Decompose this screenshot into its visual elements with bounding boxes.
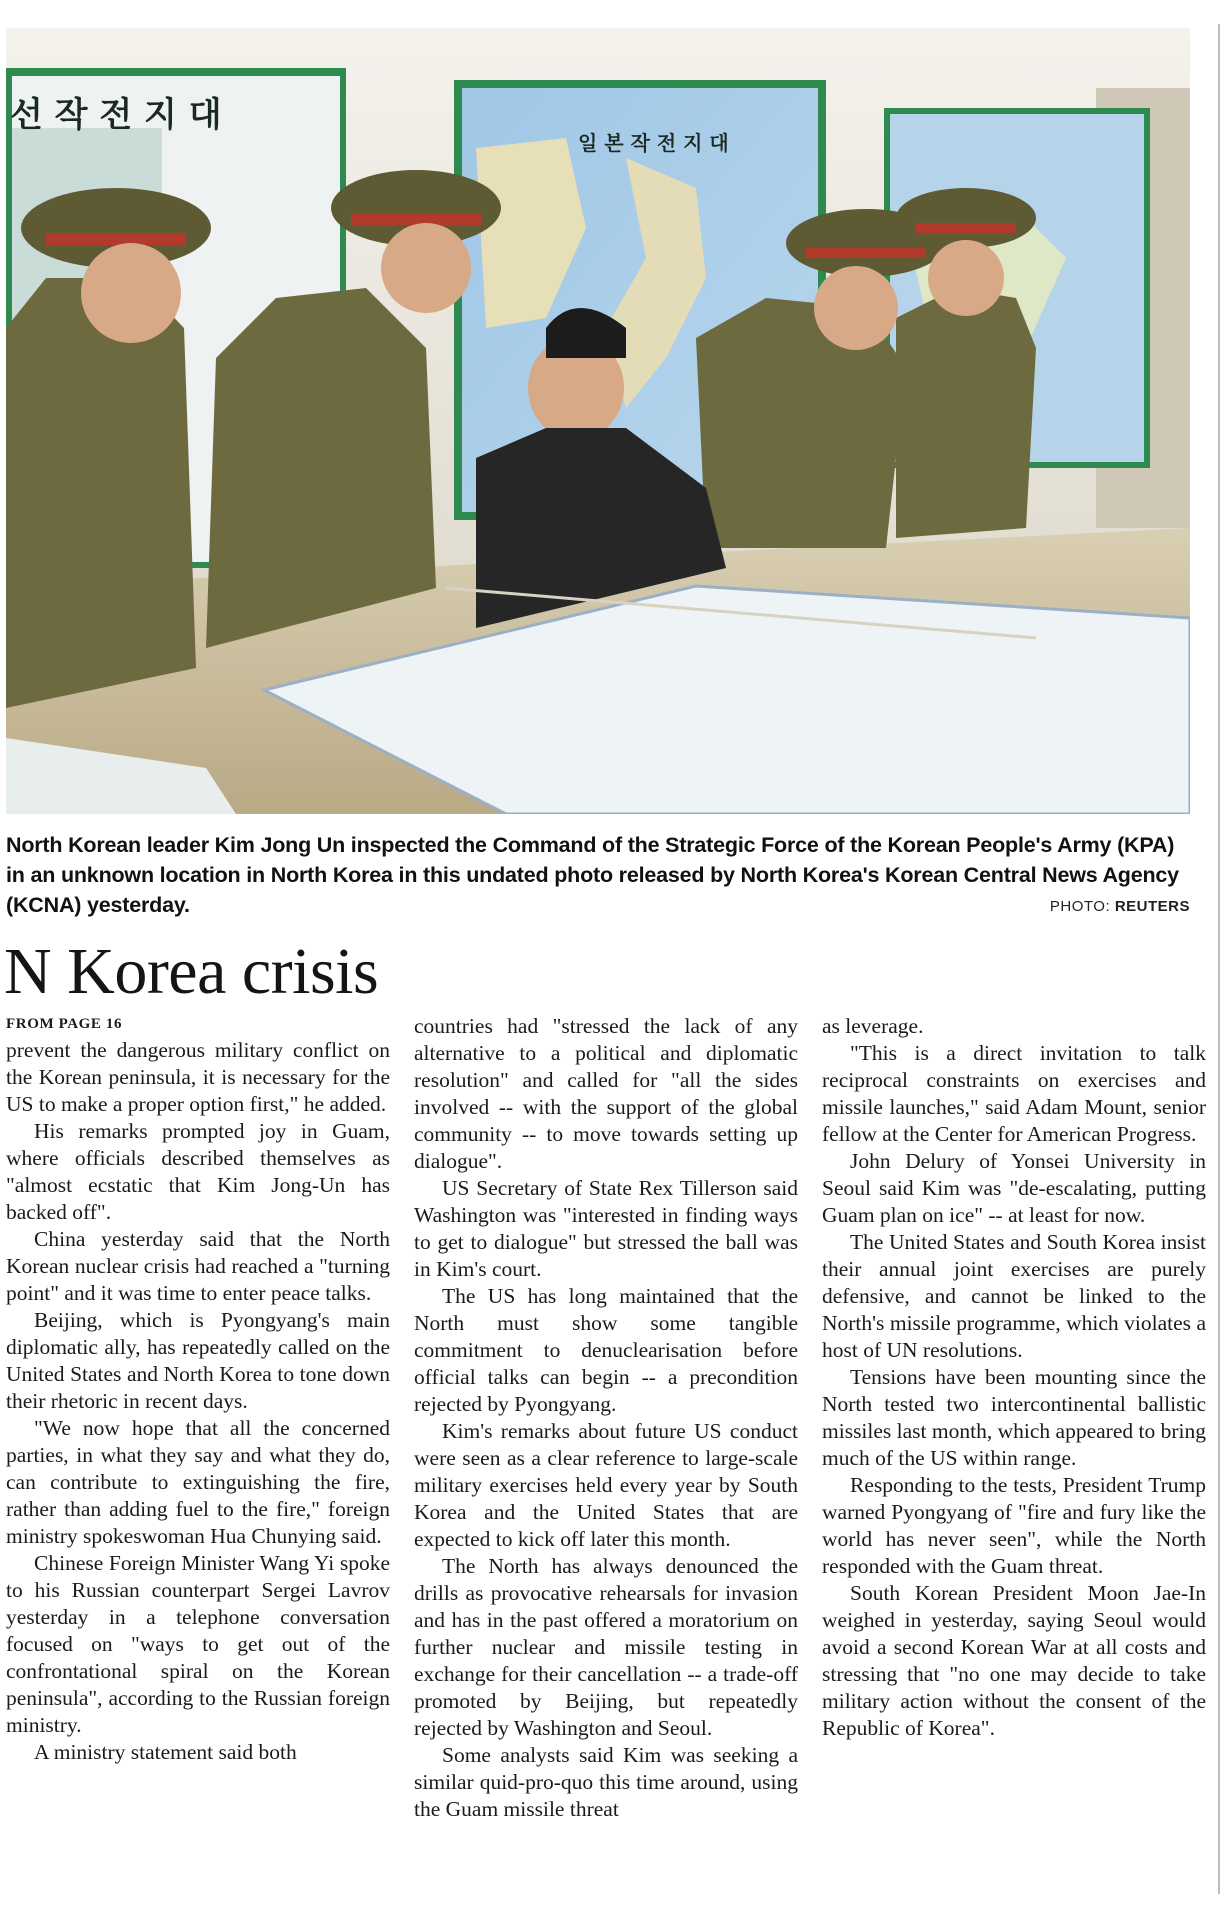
column-rule bbox=[1218, 24, 1220, 1894]
paragraph: "We now hope that all the concerned parties, in what they say and what they do, can contribute to extinguishing the fire, rather than adding fuel to the fire," foreign ministry spokeswoman Hua Chunying said. bbox=[6, 1416, 390, 1548]
paragraph: Responding to the tests, President Trump warned Pyongyang of "fire and fury like the world has never seen", while the North responded with the Guam threat. bbox=[822, 1473, 1206, 1578]
photo-credit bbox=[1050, 898, 1190, 915]
paragraph: countries had "stressed the lack of any alternative to a political and diplomatic resolution" and called for "all the sides involved -- with the support of the global community -- to move towards setting up dialogue". bbox=[414, 1014, 798, 1173]
paragraph: "This is a direct invitation to talk reciprocal constraints on exercises and missile launches," said Adam Mount, senior fellow at the Center for American Progress. bbox=[822, 1041, 1206, 1146]
wall-map-label-center: 일 본 작 전 지 대 bbox=[578, 131, 729, 155]
paragraph: prevent the dangerous military conflict on the Korean peninsula, it is necessary for the US to make a proper option first," he added. bbox=[6, 1038, 390, 1116]
article-column-2 bbox=[414, 1013, 798, 1823]
photo-caption: North Korean leader Kim Jong Un inspected the Command of the Strategic Force of the Korean People's Army (KPA) in an unknown location in North Korea in this undated photo released by North Korea's Korean Central News Agency (KCNA) yesterday. bbox=[6, 833, 1179, 917]
article-column-3 bbox=[822, 1013, 1206, 1742]
news-photo bbox=[6, 28, 1190, 814]
paragraph: John Delury of Yonsei University in Seoul said Kim was "de-escalating, putting Guam plan on ice" -- at least for now. bbox=[822, 1149, 1206, 1227]
paragraph: His remarks prompted joy in Guam, where officials described themselves as "almost ecstatic that Kim Jong-Un has backed off". bbox=[6, 1119, 390, 1224]
paragraph: US Secretary of State Rex Tillerson said Washington was "interested in finding ways to get to dialogue" but stressed the ball was in Kim's court. bbox=[414, 1176, 798, 1281]
paragraph: The United States and South Korea insist their annual joint exercises are purely defensive, and cannot be linked to the North's missile programme, which violates a host of UN resolutions. bbox=[822, 1230, 1206, 1362]
credit-source: REUTERS bbox=[1114, 898, 1190, 915]
paragraph: South Korean President Moon Jae-In weighed in yesterday, saying Seoul would avoid a second Korean War at all costs and stressing that "no one may decide to take military action without the consent of the Republic of Korea". bbox=[822, 1581, 1206, 1740]
paragraph: The North has always denounced the drills as provocative rehearsals for invasion and has in the past offered a moratorium on further nuclear and missile testing in exchange for their cancellation -- a trade-off promoted by Beijing, but repeatedly rejected by Washington and Seoul. bbox=[414, 1554, 798, 1740]
photo-illustration bbox=[6, 28, 1190, 814]
paragraph: Kim's remarks about future US conduct were seen as a clear reference to large-scale military exercises held every year by South Korea and the United States that are expected to kick off later this month. bbox=[414, 1419, 798, 1551]
headline: N Korea crisis bbox=[4, 935, 379, 1008]
paragraph: The US has long maintained that the North must show some tangible commitment to denuclearisation before official talks can begin -- a precondition rejected by Pyongyang. bbox=[414, 1284, 798, 1416]
article-column-1 bbox=[6, 1013, 390, 1766]
continued-from-label: FROM PAGE 16 bbox=[6, 1016, 123, 1032]
paragraph: Tensions have been mounting since the North tested two intercontinental ballistic missiles last month, which appeared to bring much of the US within range. bbox=[822, 1365, 1206, 1470]
paragraph: as leverage. bbox=[822, 1014, 924, 1038]
paragraph: China yesterday said that the North Korean nuclear crisis had reached a "turning point" and it was time to enter peace talks. bbox=[6, 1227, 390, 1305]
paragraph: Beijing, which is Pyongyang's main diplomatic ally, has repeatedly called on the United States and North Korea to tone down their rhetoric in recent days. bbox=[6, 1308, 390, 1413]
credit-prefix: PHOTO: bbox=[1049, 898, 1115, 915]
wall-map-label-left: 선 작 전 지 대 bbox=[10, 95, 222, 135]
paragraph: A ministry statement said both bbox=[34, 1740, 297, 1764]
paragraph: Some analysts said Kim was seeking a similar quid-pro-quo this time around, using the Guam missile threat bbox=[414, 1743, 798, 1821]
paragraph: Chinese Foreign Minister Wang Yi spoke to his Russian counterpart Sergei Lavrov yesterday in a telephone conversation focused on "ways to get out of the confrontational spiral on the Korean peninsula", according to the Russian foreign ministry. bbox=[6, 1551, 390, 1737]
